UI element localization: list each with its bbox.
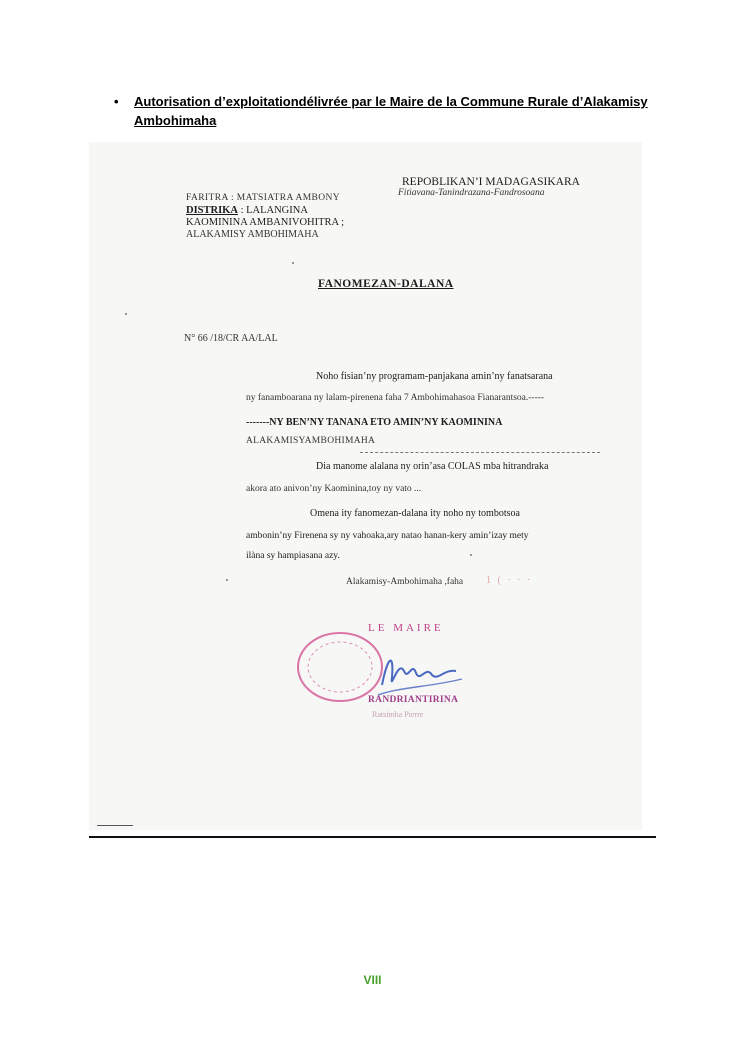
distrika-label: DISTRIKA	[186, 205, 238, 216]
scan-speck	[226, 579, 228, 581]
signature-stroke	[378, 679, 462, 695]
republic-motto: Fitiavana-Tanindrazana-Fandrosoana	[398, 188, 545, 198]
paragraph-1-line-4: ALAKAMISYAMBOHIMAHA	[246, 436, 376, 446]
section-heading	[114, 92, 674, 130]
stamp-subtitle: Ratsimba Pierre	[372, 710, 424, 719]
distrika-line	[186, 205, 308, 216]
paragraph-1-line-2: ny fanamboarana ny lalam-pirenena faha 7 Ambohimahasoa Fianarantsoa.-----	[246, 393, 545, 403]
date-stamp: 1 ( · · ·	[486, 575, 533, 586]
scan-speck	[470, 554, 472, 556]
dashed-line	[360, 452, 600, 453]
heading-text: Autorisation d’exploitationdélivrée par le Maire de la Commune Rurale d’Alakamisy Ambohimaha	[134, 94, 648, 128]
distrika-value: : LALANGINA	[237, 205, 308, 216]
place-line: Alakamisy-Ambohimaha ,faha	[346, 577, 464, 587]
signature-icon	[382, 661, 456, 685]
bullet-icon: •	[114, 94, 119, 109]
paragraph-2-line-1: Dia manome alalana ny orin’asa COLAS mba hitrandraka	[316, 461, 549, 472]
kaominina-line: KAOMININA AMBANIVOHITRA ;	[186, 217, 345, 228]
scan-speck	[292, 262, 294, 264]
bottom-divider	[89, 836, 656, 838]
paragraph-1-line-3: -------NY BEN’NY TANANA ETO AMIN’NY KAOMININA	[246, 417, 503, 428]
paragraph-3-line-3: ilàna sy hampiasana azy.	[246, 551, 340, 561]
document-number: N° 66 /18/CR AA/LAL	[184, 333, 278, 344]
page-number: VIII	[363, 973, 382, 987]
paragraph-3-line-1: Omena ity fanomezan-dalana ity noho ny tombotsoa	[310, 508, 520, 519]
document-title: FANOMEZAN-DALANA	[318, 278, 454, 290]
paragraph-2-line-2: akora ato anivon’ny Kaominina,toy ny vato ...	[246, 484, 422, 494]
stamp-ring-inner	[308, 642, 372, 692]
paragraph-3-line-2: ambonin’ny Firenena sy ny vahoaka,ary natao hanan-kery amin’izay mety	[246, 531, 529, 541]
republic-header: REPOBLIKAN’I MADAGASIKARA	[402, 176, 580, 188]
stamp-name: RANDRIANTIRINA	[368, 695, 459, 705]
faritra-line: FARITRA : MATSIATRA AMBONY	[186, 193, 341, 203]
scan-speck	[125, 313, 127, 315]
stamp-title: LE MAIRE	[368, 622, 444, 634]
alakamisy-line: ALAKAMISY AMBOHIMAHA	[186, 229, 319, 240]
stamp-ring-outer	[298, 633, 382, 701]
footnote-rule	[97, 825, 133, 826]
paragraph-1-line-1: Noho fisian’ny programam-panjakana amin’ny fanatsarana	[316, 371, 553, 382]
